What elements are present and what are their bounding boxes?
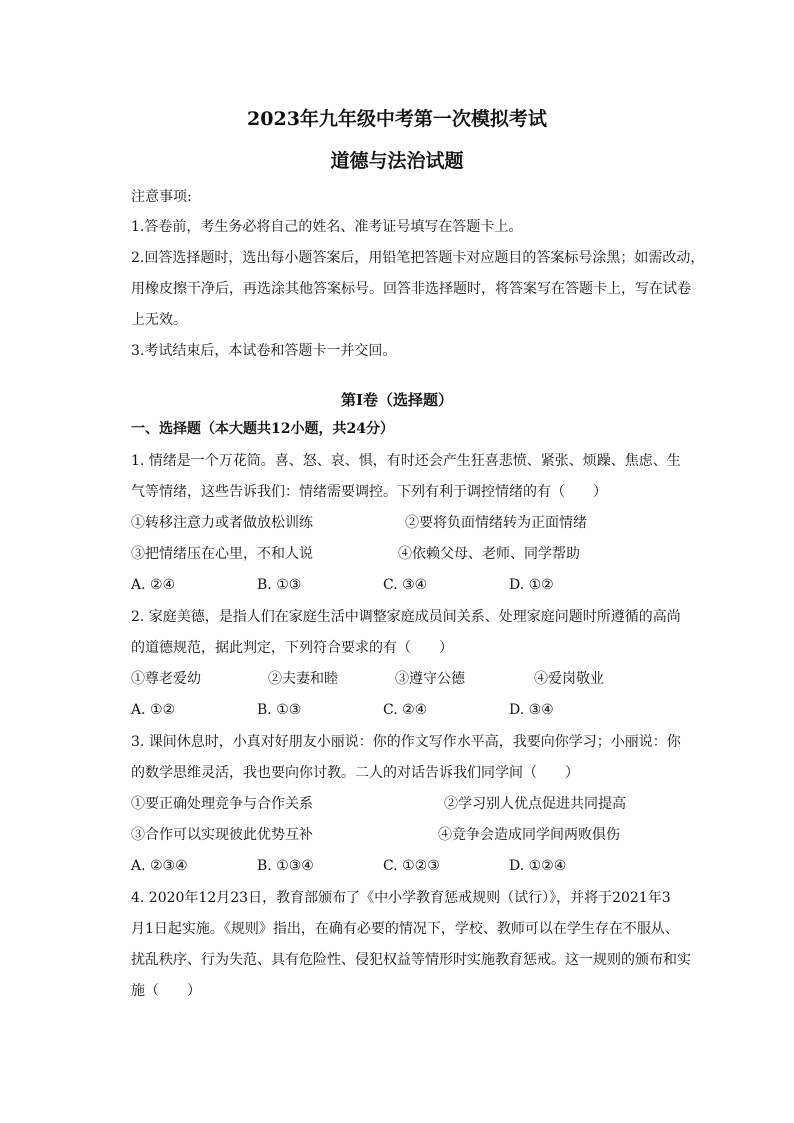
q3-choice-d: D. ①②④ <box>509 858 567 874</box>
q4-stem-line-4: 施（ ） <box>131 983 201 999</box>
q2-choice-b: B. ①③ <box>257 702 302 718</box>
q3-statement-1: ①要正确处理竞争与合作关系 <box>131 796 313 812</box>
q1-statement-3: ③把情绪压在心里，不和人说 <box>131 546 313 562</box>
q4-stem-line-3: 扰乱秩序、行为失范、具有危险性、侵犯权益等情形时实施教育惩戒。这一规则的颁布和实 <box>131 952 691 968</box>
q3-statement-4: ④竞争会造成同学间两败俱伤 <box>438 827 620 843</box>
notice-item-3: 3.考试结束后，本试卷和答题卡一并交回。 <box>131 343 397 359</box>
q2-choice-d: D. ③④ <box>509 702 554 718</box>
q2-choice-c: C. ②④ <box>383 702 428 718</box>
q2-statement-1: ①尊老爱幼 <box>131 671 201 687</box>
q2-statement-3: ③遵守公德 <box>395 671 465 687</box>
q1-stem-line-1: 1. 情绪是一个万花筒。喜、怒、哀、惧，有时还会产生狂喜悲愤、紧张、烦躁、焦虑、生 <box>131 453 681 469</box>
notice-item-2-line-1: 2.回答选择题时，选出每小题答案后，用铅笔把答题卡对应题目的答案标号涂黑；如需改动， <box>131 250 705 266</box>
q1-statement-2: ②要将负面情绪转为正面情绪 <box>405 515 587 531</box>
q1-statement-1: ①转移注意力或者做放松训练 <box>131 515 313 531</box>
notice-item-2-line-3: 上无效。 <box>131 312 187 328</box>
q2-choice-a: A. ①② <box>131 702 176 718</box>
q1-choice-b: B. ①③ <box>257 577 302 593</box>
exam-title: 2023年九年级中考第一次模拟考试 <box>247 108 547 130</box>
q3-stem-line-2: 的数学思维灵活，我也要向你讨教。二人的对话告诉我们同学间（ ） <box>131 765 579 781</box>
q2-statement-4: ④爱岗敬业 <box>534 671 604 687</box>
notice-item-1: 1.答卷前，考生务必将自己的姓名、准考证号填写在答题卡上。 <box>131 219 523 235</box>
section-heading: 一、选择题（本大题共12小题，共24分） <box>131 421 394 437</box>
q1-choice-a: A. ②④ <box>131 577 176 593</box>
q3-statement-2: ②学习别人优点促进共同提高 <box>444 796 626 812</box>
q4-stem-line-1: 4. 2020年12月23日，教育部颁布了《中小学教育惩戒规则（试行）》，并将于2021年3 <box>131 890 671 906</box>
q2-statement-2: ②夫妻和睦 <box>268 671 338 687</box>
q2-stem-line-2: 的道德规范，据此判定，下列符合要求的有（ ） <box>131 640 453 656</box>
q3-choice-b: B. ①③④ <box>257 858 314 874</box>
notice-heading: 注意事项: <box>131 189 192 205</box>
q3-stem-line-1: 3. 课间休息时，小真对好朋友小丽说：你的作文写作水平高，我要向你学习；小丽说：你 <box>131 734 681 750</box>
q3-choice-c: C. ①②③ <box>383 858 440 874</box>
q1-statement-4: ④依赖父母、老师、同学帮助 <box>398 546 580 562</box>
q1-stem-line-2: 气等情绪，这些告诉我们：情绪需要调控。下列有利于调控情绪的有（ ） <box>131 484 607 500</box>
q3-statement-3: ③合作可以实现彼此优势互补 <box>131 827 313 843</box>
q4-stem-line-2: 月1日起实施。《规则》指出，在确有必要的情况下，学校、教师可以在学生存在不服从、 <box>131 921 679 937</box>
q3-choice-a: A. ②③④ <box>131 858 188 874</box>
q2-stem-line-1: 2. 家庭美德，是指人们在家庭生活中调整家庭成员间关系、处理家庭问题时所遵循的高尚 <box>131 609 681 625</box>
part-heading: 第I卷（选择题） <box>340 391 454 409</box>
exam-subtitle: 道德与法治试题 <box>330 150 464 172</box>
q1-choice-d: D. ①② <box>509 577 554 593</box>
notice-item-2-line-2: 用橡皮擦干净后，再选涂其他答案标号。回答非选择题时，将答案写在答题卡上，写在试卷 <box>131 281 691 297</box>
q1-choice-c: C. ③④ <box>383 577 428 593</box>
